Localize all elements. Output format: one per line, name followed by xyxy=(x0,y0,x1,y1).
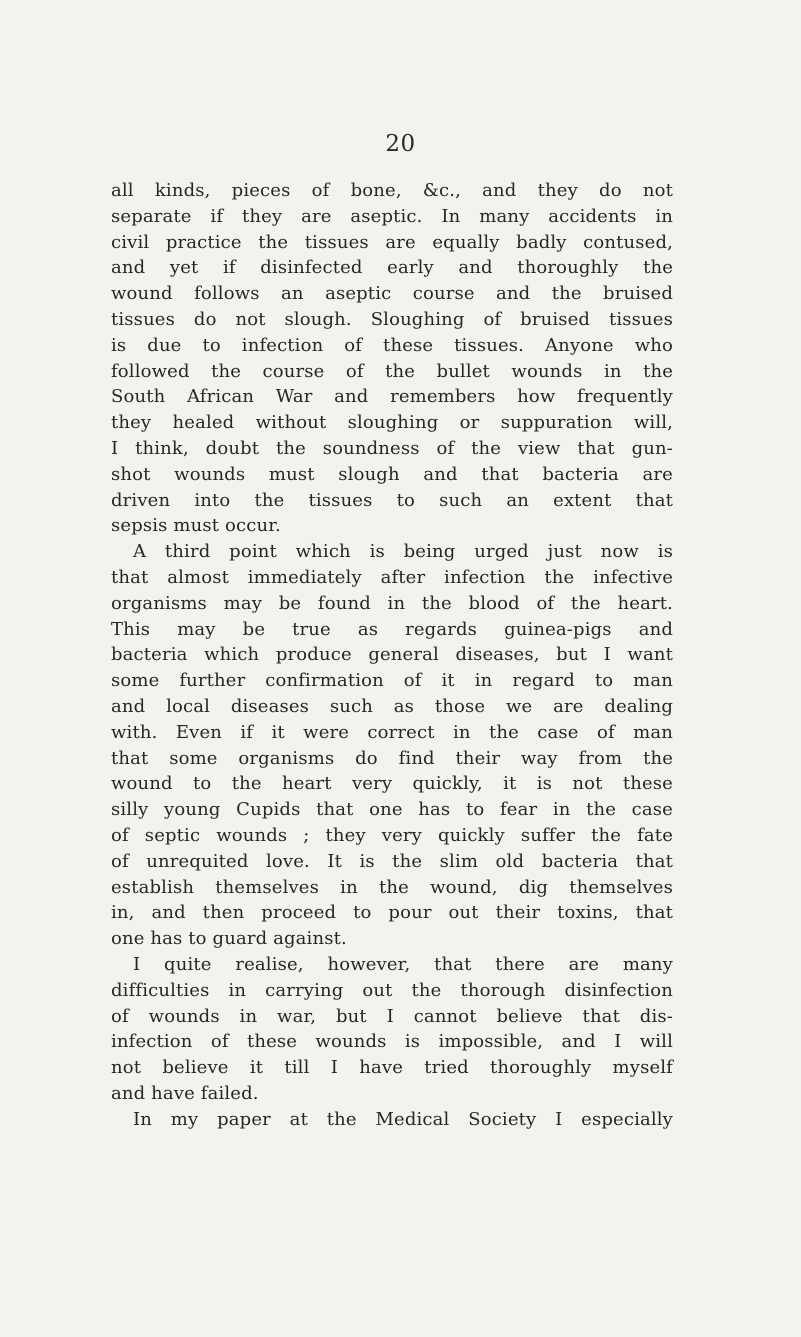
text-line: I quite realise, however, that there are many xyxy=(133,953,673,975)
text-line: organisms may be found in the blood of the heart. xyxy=(111,592,673,614)
text-line: bacteria which produce general diseases, but I want xyxy=(111,644,673,666)
text-line: one has to guard against. xyxy=(111,928,347,950)
text-line: A third point which is being urged just now is xyxy=(133,541,673,563)
text-line: civil practice the tissues are equally badly contused, xyxy=(111,231,673,253)
text-line: of septic wounds ; they very quickly suffer the fate xyxy=(111,824,673,846)
text-line: in, and then proceed to pour out their toxins, that xyxy=(111,902,673,924)
text-line: that almost immediately after infection the infective xyxy=(111,566,673,588)
page-number: 20 xyxy=(385,131,416,157)
text-line: all kinds, pieces of bone, &c., and they do not xyxy=(111,180,673,201)
text-line: with. Even if it were correct in the case of man xyxy=(111,721,673,743)
text-line: separate if they are aseptic. In many accidents in xyxy=(111,205,673,227)
text-line: and have failed. xyxy=(111,1082,259,1104)
text-line: establish themselves in the wound, dig themselves xyxy=(111,876,673,898)
text-line: silly young Cupids that one has to fear in the case xyxy=(111,799,673,821)
text-line: and yet if disinfected early and thoroughly the xyxy=(111,257,673,279)
text-line: tissues do not slough. Sloughing of bruised tissues xyxy=(111,308,673,330)
text-line: wound follows an aseptic course and the bruised xyxy=(111,283,673,305)
text-line: difficulties in carrying out the thorough disinfection xyxy=(111,979,673,1001)
text-line: that some organisms do find their way from the xyxy=(111,747,673,769)
text-line: South African War and remembers how frequently xyxy=(111,386,673,408)
text-line: of unrequited love. It is the slim old bacteria that xyxy=(111,850,673,872)
text-line: I think, doubt the soundness of the view that gun- xyxy=(111,437,673,459)
text-line: followed the course of the bullet wounds in the xyxy=(111,360,673,382)
text-line: some further confirmation of it in regard to man xyxy=(111,670,673,692)
text-line: of wounds in war, but I cannot believe that dis- xyxy=(111,1005,673,1027)
text-line: In my paper at the Medical Society I especially xyxy=(133,1108,673,1130)
text-line: wound to the heart very quickly, it is not these xyxy=(111,773,673,795)
text-line: they healed without sloughing or suppuration will, xyxy=(111,412,673,434)
text-line: driven into the tissues to such an extent that xyxy=(111,489,673,511)
text-line: This may be true as regards guinea-pigs and xyxy=(111,618,673,640)
text-line: infection of these wounds is impossible, and I will xyxy=(111,1031,673,1053)
text-line: and local diseases such as those we are dealing xyxy=(111,695,673,717)
text-line: is due to infection of these tissues. Anyone who xyxy=(111,334,673,356)
text-line: not believe it till I have tried thoroughly myself xyxy=(111,1057,673,1079)
body-text xyxy=(111,178,673,1132)
text-line: shot wounds must slough and that bacteria are xyxy=(111,463,673,485)
text-line: sepsis must occur. xyxy=(111,515,281,537)
